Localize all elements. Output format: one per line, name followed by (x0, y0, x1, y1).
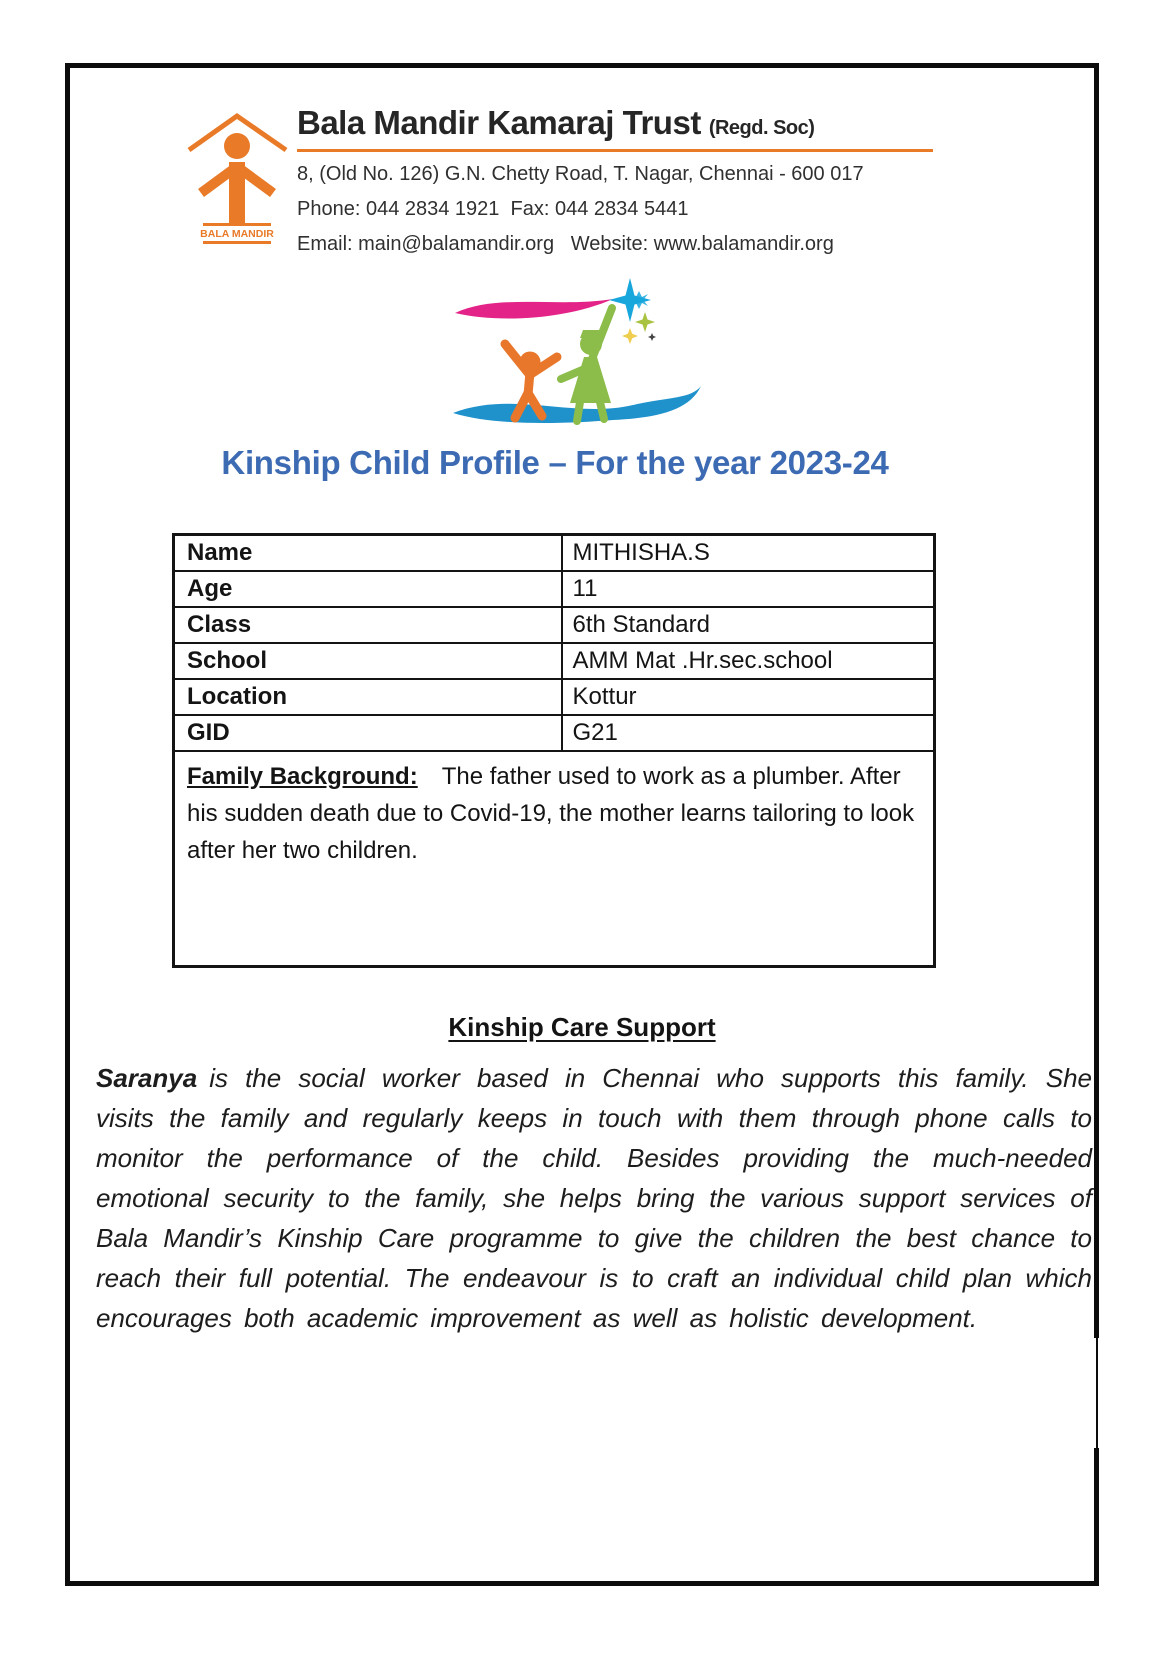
orange-child-head (520, 352, 541, 373)
pink-swoosh (455, 299, 613, 319)
table-row (174, 679, 935, 715)
section-heading-text: Kinship Care Support (448, 1012, 716, 1042)
family-background-label: Family Background: (187, 762, 418, 790)
row-value: Kottur (562, 679, 935, 715)
row-value: G21 (562, 715, 935, 751)
row-value: 11 (562, 571, 935, 607)
row-value: 6th Standard (562, 607, 935, 643)
table-row (174, 643, 935, 679)
org-suffix: (Regd. Soc) (708, 117, 815, 139)
family-background-text: The father used to work as a plumber. After his sudden death due to Covid-19, the mother learns tailoring to look after her two children. (187, 762, 915, 864)
page-title: Kinship Child Profile – For the year 2023-24 (221, 444, 889, 481)
support-paragraph-text: is the social worker based in Chennai who supports this family. She visits the family and regularly keeps in touch with them through phone calls to monitor the performance of the child. Besides providing the much-needed emotional security to the family, she helps bring the various support services of Bala Mandir’s Kinship Care programme to give the children the best chance to reach their full potential. The endeavour is to craft an individual child plan which encourages both academic improvement as well as holistic development. (96, 1063, 1092, 1333)
green-child-dress (570, 357, 611, 403)
row-label: Class (174, 607, 562, 643)
children-stars-emblem (443, 262, 711, 436)
family-background-row (174, 751, 935, 967)
row-label: Name (174, 535, 562, 571)
social-worker-name: Saranya (96, 1063, 198, 1093)
row-label: Location (174, 679, 562, 715)
table-row (174, 571, 935, 607)
row-label: GID (174, 715, 562, 751)
address-line: 8, (Old No. 126) G.N. Chetty Road, T. Nagar, Chennai - 600 017 (297, 163, 864, 185)
row-label: School (174, 643, 562, 679)
section-heading (65, 1012, 1099, 1043)
yellow-star-icon (622, 328, 638, 344)
table-row (174, 535, 935, 571)
org-name: Bala Mandir Kamaraj Trust (297, 104, 701, 141)
page-border-bottom (65, 1581, 1099, 1586)
child-profile-table (172, 533, 936, 968)
tiny-star-icon (648, 333, 656, 341)
page-border-right-lower (1094, 1448, 1099, 1586)
email-website-line: Email: main@balamandir.org Website: www.balamandir.org (297, 233, 834, 255)
green-star-icon (635, 312, 655, 332)
table-row (174, 715, 935, 751)
page-border-top (65, 63, 1099, 68)
logo-caption: BALA MANDIR (200, 228, 274, 240)
family-background-cell (174, 751, 935, 967)
page-border-right (1094, 63, 1099, 1338)
page-border-left (65, 63, 70, 1586)
table-row (174, 607, 935, 643)
page-border-right-thin (1096, 1338, 1098, 1448)
phone-fax-line: Phone: 044 2834 1921 Fax: 044 2834 5441 (297, 198, 689, 220)
row-label: Age (174, 571, 562, 607)
orange-divider (297, 149, 933, 152)
bala-mandir-house-person-icon (185, 110, 290, 248)
row-value: MITHISHA.S (562, 535, 935, 571)
support-paragraph (96, 1058, 1092, 1338)
letterhead (297, 104, 957, 257)
green-child-hair (580, 330, 602, 338)
org-name-line (297, 104, 957, 142)
row-value: AMM Mat .Hr.sec.school (562, 643, 935, 679)
